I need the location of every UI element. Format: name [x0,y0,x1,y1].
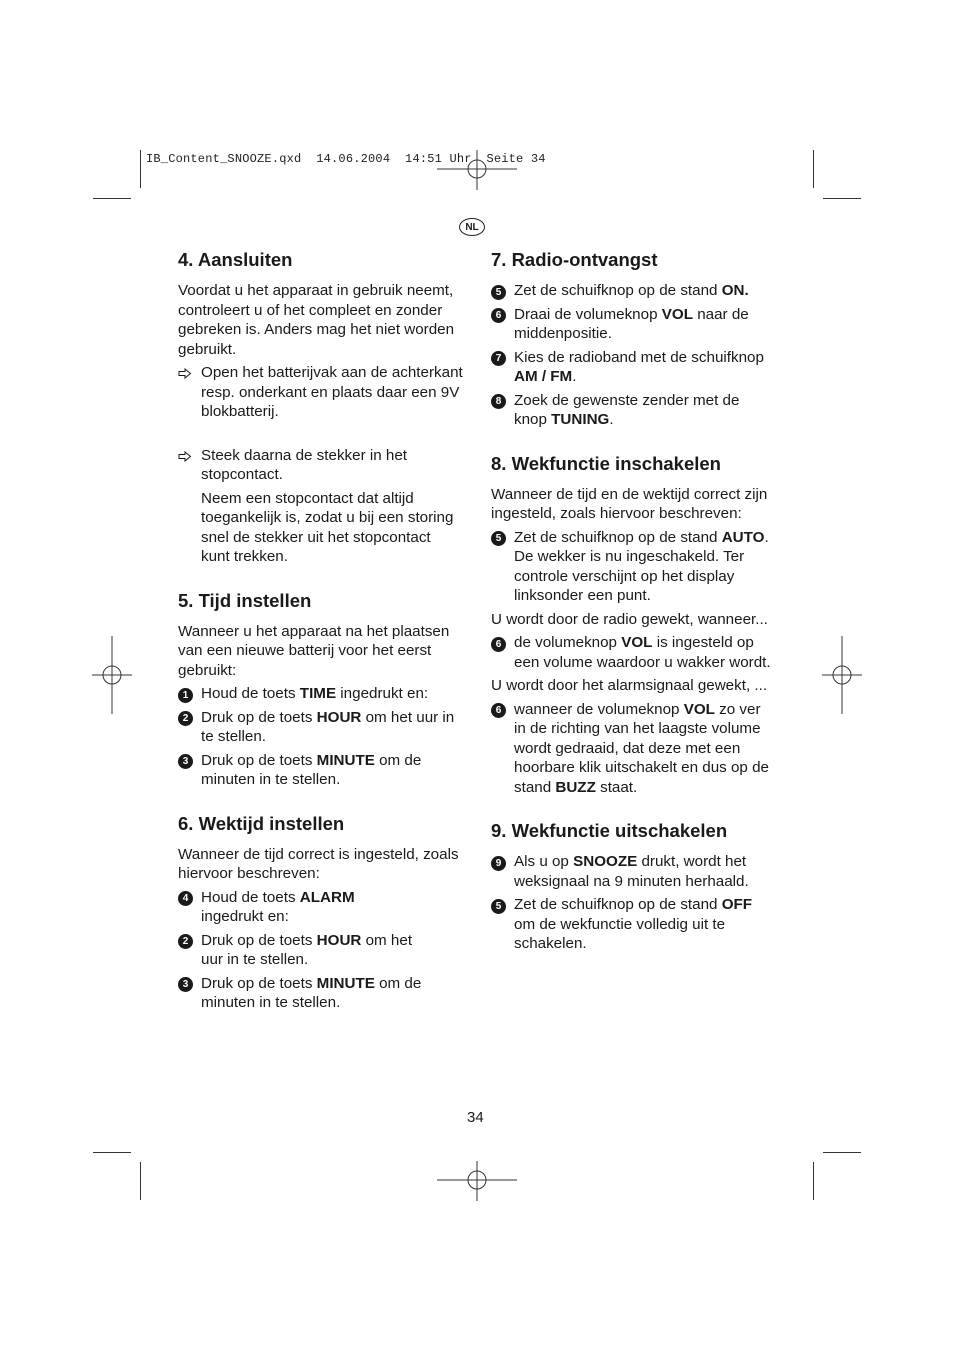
note-paragraph: Neem een stopcontact dat altijd toegankelijk is, zodat u bij een storing snel de stekker uit het stopcontact kunt trekken. [201,489,454,565]
section-tijd-instellen [178,589,463,790]
numbered-item: 2 Druk op de toets HOUR om het uur in te stellen. [178,931,463,970]
right-column [491,248,776,976]
numbered-item: 7 Kies de radioband met de schuifknop AM / FM. [491,348,776,387]
item-text: Steek daarna de stekker in het stopcontact. [201,446,408,483]
crop-mark [140,150,141,188]
crop-mark [93,1152,131,1153]
page-number: 34 [467,1109,484,1126]
numbered-item: 5 Zet de schuifknop op de stand AUTO. De wekker is nu ingeschakeld. Ter controle verschijnt op het display linksonder een punt. [491,528,776,606]
arrow-item [178,446,463,485]
section-title: 7. Radio-ontvangst [491,249,658,270]
numbered-item: 5 Zet de schuifknop op de stand ON. [491,281,776,301]
numbered-item: 6 wanneer de volumeknop VOL zo ver in de richting van het laagste volume wordt gedraaid, dat deze met een hoorbare klik uitschakelt en dus op de stand BUZZ staat. [491,700,776,798]
step-number-icon: 9 [491,856,506,871]
language-badge: NL [459,218,485,236]
numbered-item: 3 Druk op de toets MINUTE om de minuten in te stellen. [178,751,463,790]
step-number-icon: 4 [178,891,193,906]
arrow-right-icon [178,368,192,379]
numbered-item: 6 Draai de volumeknop VOL naar de middenpositie. [491,305,776,344]
paragraph: Wanneer de tijd correct is ingesteld, zoals hiervoor beschreven: [178,845,459,882]
step-number-icon: 3 [178,754,193,769]
registration-mark [92,636,132,714]
paragraph: Wanneer de tijd en de wektijd correct zijn ingesteld, zoals hiervoor beschreven: [491,485,768,522]
arrow-right-icon [178,451,192,462]
item-text: Open het batterijvak aan de achterkant resp. onderkant en plaats daar een 9V blokbatterij. [201,364,463,420]
section-title: 8. Wekfunctie inschakelen [491,452,721,474]
step-number-icon: 5 [491,899,506,914]
step-number-icon: 2 [178,711,193,726]
numbered-item: 2 Druk op de toets HOUR om het uur in te stellen. [178,708,463,747]
numbered-item: 5 Zet de schuifknop op de stand OFF om de wekfunctie volledig uit te schakelen. [491,895,776,954]
paragraph: U wordt door het alarmsignaal gewekt, ... [491,677,768,694]
numbered-item: 6 de volumeknop VOL is ingesteld op een volume waardoor u wakker wordt. [491,633,776,672]
numbered-item: 3 Druk op de toets MINUTE om de minuten in te stellen. [178,974,463,1013]
crop-mark [93,198,131,199]
section-wektijd-instellen [178,812,463,1013]
step-number-icon: 5 [491,531,506,546]
paragraph: Voordat u het apparaat in gebruik neemt, controleert u of het compleet en zonder gebreken is. Anders mag het niet worden gebruikt. [178,282,455,358]
step-number-icon: 2 [178,934,193,949]
section-wekfunctie-uitschakelen [491,819,776,954]
arrow-item [178,363,463,422]
section-title: 9. Wekfunctie uitschakelen [491,820,728,841]
section-aansluiten [178,248,463,567]
crop-mark [823,198,861,199]
print-slug: IB_Content_SNOOZE.qxd 14.06.2004 14:51 Uhr Seite 34 [146,152,546,166]
section-radio-ontvangst [491,248,776,430]
numbered-item: 1 Houd de toets TIME ingedrukt en: [178,684,463,704]
crop-mark [813,1162,814,1200]
paragraph: U wordt door de radio gewekt, wanneer... [491,610,768,628]
step-number-icon: 7 [491,351,506,366]
step-number-icon: 1 [178,688,193,703]
left-column [178,248,463,1035]
crop-mark [813,150,814,188]
section-title: 4. Aansluiten [178,249,293,270]
step-number-icon: 5 [491,285,506,300]
step-number-icon: 6 [491,637,506,652]
section-title: 6. Wektijd instellen [178,812,345,834]
step-number-icon: 8 [491,394,506,409]
numbered-item: 4 Houd de toets ALARM ingedrukt en: [178,888,463,927]
step-number-icon: 6 [491,703,506,718]
crop-mark [823,1152,861,1153]
numbered-item: 9 Als u op SNOOZE drukt, wordt het weksignaal na 9 minuten herhaald. [491,852,776,891]
step-number-icon: 3 [178,977,193,992]
section-wekfunctie-inschakelen [491,452,776,798]
paragraph: Wanneer u het apparaat na het plaatsen van een nieuwe batterij voor het eerst gebruikt: [178,622,450,679]
step-number-icon: 6 [491,308,506,323]
registration-mark [437,150,517,190]
numbered-item: 8 Zoek de gewenste zender met de knop TUNING. [491,391,776,430]
registration-mark [822,636,862,714]
section-title: 5. Tijd instellen [178,589,312,611]
crop-mark [140,1162,141,1200]
registration-mark [437,1161,517,1201]
